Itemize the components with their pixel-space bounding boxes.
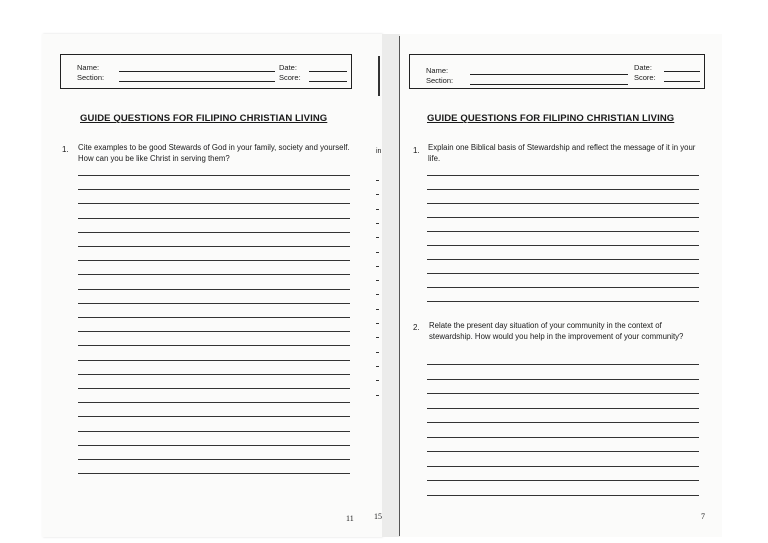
page-number: 7 <box>701 512 705 521</box>
answer-line[interactable] <box>78 431 350 432</box>
adjacent-line-end <box>376 337 379 338</box>
adjacent-line-end <box>376 366 379 367</box>
answer-line[interactable] <box>427 231 699 232</box>
date-field[interactable] <box>664 71 700 72</box>
question-text: Relate the present day situation of your community in the context of stewardship. How would you help in the improvement of your community? <box>429 321 684 341</box>
answer-line[interactable] <box>78 473 350 474</box>
answer-line[interactable] <box>427 437 699 438</box>
answer-line[interactable] <box>427 480 699 481</box>
worksheet-title: GUIDE QUESTIONS FOR FILIPINO CHRISTIAN LIVING <box>427 113 675 124</box>
adjacent-line-end <box>376 280 379 281</box>
adjacent-line-end <box>376 323 379 324</box>
answer-line[interactable] <box>427 422 699 423</box>
answer-line[interactable] <box>78 274 350 275</box>
adjacent-box-edge <box>378 56 380 96</box>
question-text: Cite examples to be good Stewards of God in your family, society and yourself. How can you be like Christ in serving them? <box>78 143 350 163</box>
answer-line[interactable] <box>78 360 350 361</box>
section-field[interactable] <box>119 81 275 82</box>
page-number: 11 <box>346 514 354 523</box>
answer-line[interactable] <box>427 495 699 496</box>
answer-line[interactable] <box>78 459 350 460</box>
answer-line[interactable] <box>427 203 699 204</box>
answer-line[interactable] <box>78 246 350 247</box>
answer-line[interactable] <box>78 232 350 233</box>
adjacent-line-end <box>376 209 379 210</box>
answer-line[interactable] <box>427 301 699 302</box>
question-number: 2. <box>413 323 420 332</box>
answer-line[interactable] <box>78 303 350 304</box>
right-worksheet-page <box>400 34 722 537</box>
answer-line[interactable] <box>78 175 350 176</box>
question-number: 1. <box>62 145 69 154</box>
adjacent-line-end <box>376 223 379 224</box>
answer-line[interactable] <box>427 451 699 452</box>
answer-line[interactable] <box>78 402 350 403</box>
student-info-box <box>409 54 705 89</box>
answer-line[interactable] <box>78 416 350 417</box>
score-label: Score: <box>634 73 656 82</box>
adjacent-line-end <box>376 237 379 238</box>
score-field[interactable] <box>664 81 700 82</box>
adjacent-line-end <box>376 294 379 295</box>
student-info-box <box>60 54 352 89</box>
answer-line[interactable] <box>78 345 350 346</box>
worksheet-title: GUIDE QUESTIONS FOR FILIPINO CHRISTIAN LIVING <box>80 113 328 124</box>
name-label: Name: <box>426 66 449 75</box>
adjacent-line-end <box>376 309 379 310</box>
question-text: Explain one Biblical basis of Stewardship and reflect the message of it in your life. <box>428 143 696 163</box>
answer-line[interactable] <box>427 287 699 288</box>
answer-line[interactable] <box>78 331 350 332</box>
answer-line[interactable] <box>78 289 350 290</box>
answer-line[interactable] <box>427 393 699 394</box>
date-label: Date: <box>634 63 652 72</box>
answer-line[interactable] <box>78 445 350 446</box>
name-label: Name: <box>77 63 100 72</box>
answer-line[interactable] <box>427 189 699 190</box>
date-label: Date: <box>279 63 297 72</box>
answer-line[interactable] <box>78 189 350 190</box>
adjacent-line-end <box>376 180 379 181</box>
adjacent-partial-text: in <box>376 148 382 155</box>
date-field[interactable] <box>309 71 347 72</box>
answer-line[interactable] <box>78 218 350 219</box>
answer-line[interactable] <box>427 408 699 409</box>
adjacent-line-end <box>376 252 379 253</box>
answer-line[interactable] <box>427 273 699 274</box>
adjacent-line-end <box>376 380 379 381</box>
section-label: Section: <box>426 76 454 85</box>
adjacent-line-end <box>376 194 379 195</box>
answer-line[interactable] <box>78 203 350 204</box>
answer-line[interactable] <box>78 388 350 389</box>
adjacent-page-edge <box>374 34 400 537</box>
score-field[interactable] <box>309 81 347 82</box>
adjacent-page-number: 15 <box>374 512 382 521</box>
answer-line[interactable] <box>427 466 699 467</box>
answer-line[interactable] <box>78 317 350 318</box>
answer-line[interactable] <box>427 364 699 365</box>
section-label: Section: <box>77 73 105 82</box>
question-number: 1. <box>413 146 420 155</box>
adjacent-line-end <box>376 352 379 353</box>
answer-line[interactable] <box>427 245 699 246</box>
answer-line[interactable] <box>427 379 699 380</box>
section-field[interactable] <box>470 84 628 85</box>
answer-line[interactable] <box>427 259 699 260</box>
left-worksheet-page <box>42 34 382 537</box>
answer-line[interactable] <box>78 374 350 375</box>
score-label: Score: <box>279 73 301 82</box>
adjacent-line-end <box>376 266 379 267</box>
answer-line[interactable] <box>427 175 699 176</box>
name-field[interactable] <box>119 71 275 72</box>
answer-line[interactable] <box>78 260 350 261</box>
adjacent-line-end <box>376 395 379 396</box>
name-field[interactable] <box>470 74 628 75</box>
answer-line[interactable] <box>427 217 699 218</box>
